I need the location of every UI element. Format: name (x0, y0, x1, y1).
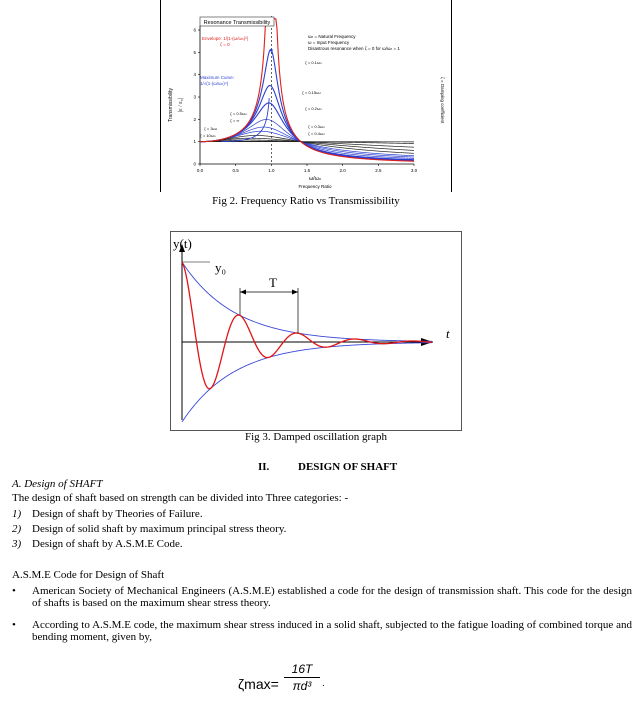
y-tick-label: 2 (193, 116, 196, 122)
period-label: T (269, 275, 277, 290)
bullet-dot-icon: • (12, 619, 16, 631)
x-tick-label: 0.0 (196, 168, 204, 173)
zeta-label-0-2: ζ = 0.2ωₙ (305, 106, 322, 111)
x-tick-label: 1.0 (268, 168, 275, 173)
bullet-dot-icon: • (12, 585, 16, 597)
y-axis-label: y(t) (173, 236, 192, 251)
legend-input-frequency: ω = Input Frequency (308, 40, 350, 45)
figure-3-caption: Fig 3. Damped oscillation graph (244, 431, 388, 443)
y-axis-label-2: |ε / ε₀| (178, 97, 184, 113)
formula-numerator: 16T (284, 662, 320, 678)
y-tick-label: 5 (193, 49, 196, 55)
period-arrow-left-icon (240, 290, 246, 295)
list-text: Design of solid shaft by maximum principal stress theory. (32, 523, 287, 535)
bullet-text: American Society of Mechanical Engineers (A.S.M.E) established a code for the design of transmission shaft. This code for the design of shafts is based on the maximum shear stress theory. (32, 585, 632, 609)
y-tick-label: 6 (193, 27, 196, 33)
x-tick-label: 1.5 (303, 168, 311, 173)
y0-label: y₀ (215, 260, 227, 275)
x-axis-label: t (446, 326, 450, 341)
max-curve-formula: 1/√(1-(ω/ωₙ)⁴) (200, 81, 229, 86)
chart-title: Resonance Transmissibility (203, 20, 271, 26)
formula-lhs: ζmax= (238, 676, 279, 692)
legend-disastrous-resonance: Disastrous resonance when ζ = 0 for ω/ωₙ = 1 (308, 46, 400, 51)
list-item (12, 508, 203, 520)
peak-marker (270, 49, 273, 52)
x-axis-label-2: Frequency Ratio (298, 184, 332, 189)
list-number: 2) (12, 523, 22, 535)
y-tick-label: 3 (193, 94, 196, 100)
damped-oscillation-chart (171, 232, 461, 430)
x-tick-label: 2.0 (339, 168, 346, 173)
section-number: II. (258, 461, 270, 473)
envelope-zeta-label: ζ = 0 (220, 42, 230, 47)
damped-oscillation-curve (182, 262, 432, 389)
y-axis-label: Transmissibility (168, 88, 174, 122)
y-tick-label: 4 (193, 72, 196, 78)
formula-tail: . (322, 678, 325, 689)
x-tick-label: 3.0 (410, 168, 418, 173)
bullet-item (12, 619, 632, 643)
envelope-label: Envelope: 1/|1-(ω/ωₙ)²| (202, 36, 248, 41)
zeta-label-inf: ζ = ∞ (230, 118, 240, 123)
x-axis-label: ω/ωₙ (308, 176, 322, 182)
right-axis-label: ζ = Damping coefficient (440, 76, 445, 124)
formula-denominator: πd³ (292, 679, 312, 693)
section-title: DESIGN OF SHAFT (298, 461, 398, 473)
list-item (12, 523, 286, 535)
list-item (12, 538, 183, 550)
legend-natural-frequency: ωₙ = Natural Frequency (308, 34, 356, 39)
figure-2-caption: Fig 2. Frequency Ratio vs Transmissibility (212, 195, 400, 207)
list-text: Design of shaft by Theories of Failure. (32, 508, 203, 520)
damping-curve (200, 131, 414, 156)
y-tick-label: 0 (193, 161, 196, 167)
subsection-a-title: A. Design of SHAFT (12, 478, 103, 490)
figure-3 (170, 231, 462, 431)
list-text: Design of shaft by A.S.M.E Code. (32, 538, 183, 550)
zeta-label-0-4: ζ = 0.4ωₙ (308, 131, 325, 136)
bullet-item (12, 585, 632, 609)
list-number: 1) (12, 508, 22, 520)
figure-2 (160, 0, 452, 192)
period-arrow-right-icon (292, 290, 298, 295)
lower-envelope-curve (182, 343, 432, 422)
formula-fraction (284, 662, 320, 693)
y-tick-label: 1 (193, 139, 196, 145)
zeta-label-10: ζ = 10ωₙ (200, 133, 216, 138)
zeta-label-0-1: ζ = 0.1ωₙ (305, 60, 322, 65)
zeta-label-0-5: ζ = 0.5ωₙ (230, 111, 247, 116)
zeta-label-3: ζ = 3ωₙ (204, 126, 218, 131)
maximum-curve (221, 98, 269, 142)
x-tick-label: 0.5 (232, 168, 239, 173)
list-number: 3) (12, 538, 22, 550)
asme-code-title: A.S.M.E Code for Design of Shaft (12, 569, 165, 581)
transmissibility-chart (160, 0, 452, 192)
zeta-label-0-3: ζ = 0.3ωₙ (308, 124, 325, 129)
max-curve-label: Maximum Curve: (200, 75, 235, 80)
intro-paragraph: The design of shaft based on strength can be divided into Three categories: - (12, 492, 349, 504)
bullet-text: According to A.S.M.E code, the maximum shear stress induced in a solid shaft, subjected to the fatigue loading of combined torque and bending moment, given by, (32, 619, 632, 643)
x-tick-label: 2.5 (375, 168, 382, 173)
zeta-label-0-15: ζ = 0.15ωₙ (302, 90, 321, 95)
